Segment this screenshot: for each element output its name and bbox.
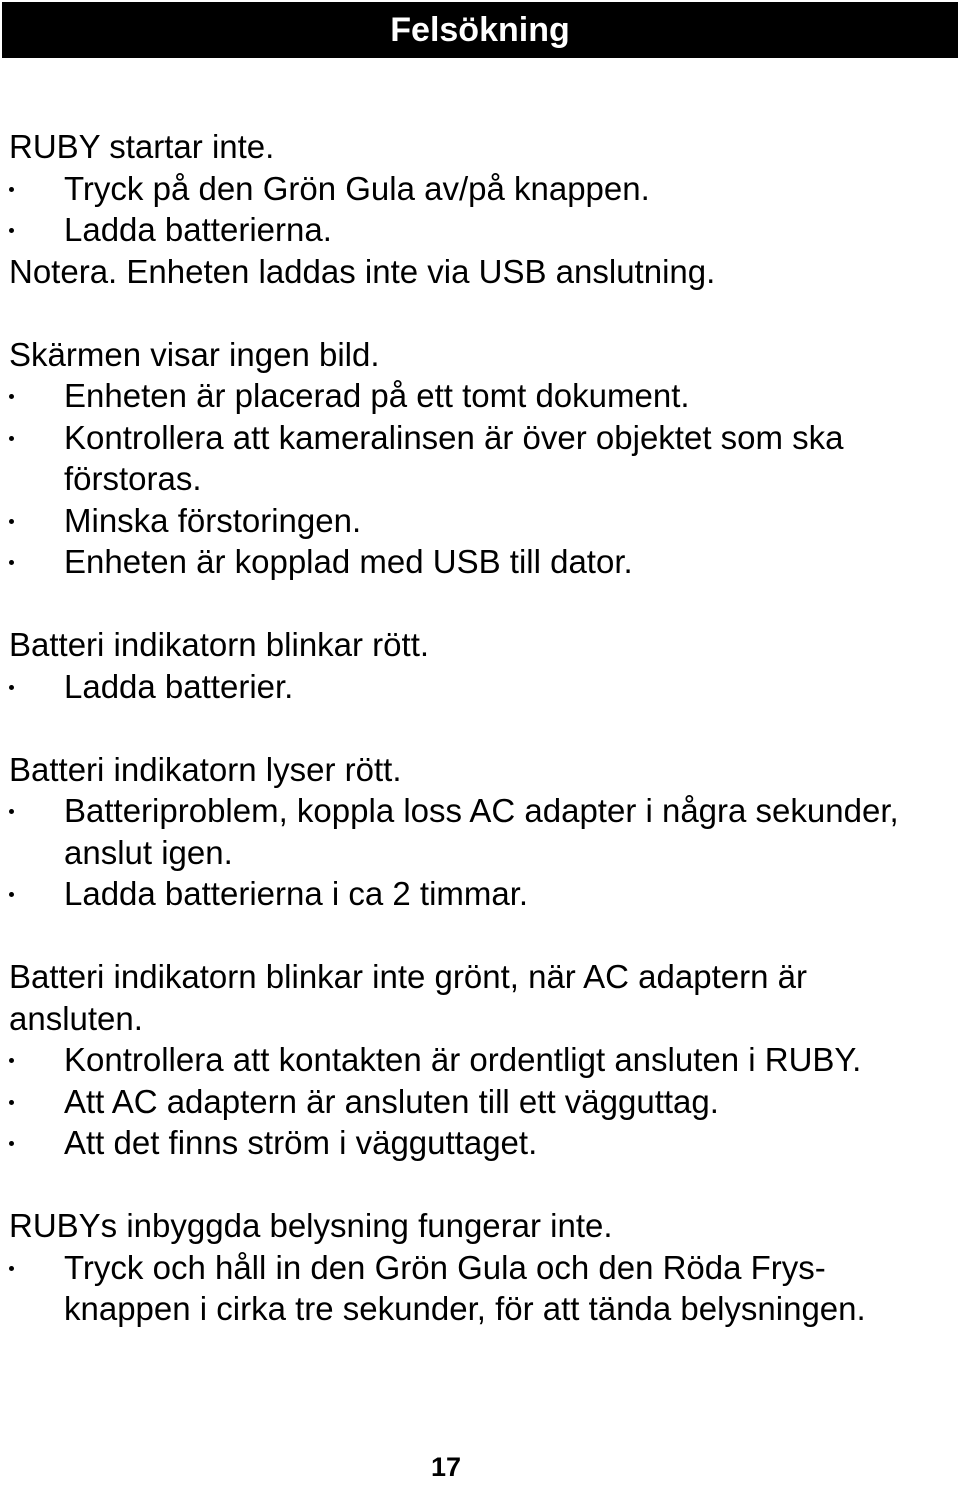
- bullet-icon: [9, 228, 14, 233]
- bullet-list: [9, 1247, 939, 1330]
- bullet-list: [9, 790, 939, 915]
- list-item-text: Enheten är kopplad med USB till dator.: [64, 543, 633, 580]
- list-item: [9, 1039, 939, 1081]
- bullet-icon: [9, 809, 14, 814]
- list-item: [9, 1081, 939, 1123]
- list-item-text: Ladda batterierna i ca 2 timmar.: [64, 875, 529, 912]
- section-heading: RUBY startar inte.: [9, 128, 275, 165]
- section-no-image: [9, 334, 939, 583]
- list-item-text: Att AC adaptern är ansluten till ett vägguttag.: [64, 1082, 719, 1120]
- bullet-icon: [9, 519, 14, 524]
- page-number: 17: [430, 1452, 462, 1482]
- bullet-icon: [9, 685, 14, 690]
- bullet-icon: [9, 436, 14, 441]
- section-heading: Batteri indikatorn blinkar rött.: [9, 626, 430, 663]
- section-lighting-not-working: [9, 1205, 939, 1330]
- section-heading: Batteri indikatorn blinkar inte grönt, när AC adaptern är ansluten.: [9, 958, 807, 1037]
- troubleshooting-content: [9, 126, 939, 1371]
- list-item: [9, 168, 939, 210]
- list-item-text: Kontrollera att kameralinsen är över objektet som ska förstoras.: [64, 418, 844, 497]
- bullet-list: [9, 375, 939, 583]
- section-ruby-wont-start: [9, 126, 939, 292]
- page-title: Felsökning: [390, 11, 570, 49]
- list-item-text: Kontrollera att kontakten är ordentligt ansluten i RUBY.: [64, 1041, 862, 1078]
- list-item-text: Ladda batterier.: [64, 667, 294, 705]
- list-item: [9, 1122, 939, 1164]
- list-item: [9, 209, 939, 251]
- header-bar: [2, 2, 958, 58]
- note-text: Notera. Enheten laddas inte via USB anslutning.: [9, 252, 716, 290]
- bullet-icon: [9, 1141, 14, 1146]
- list-item-text: Tryck på den Grön Gula av/på knappen.: [64, 169, 650, 207]
- list-item-text: Att det finns ström i vägguttaget.: [64, 1124, 538, 1161]
- list-item: [9, 375, 939, 417]
- list-item-text: Batteriproblem, koppla loss AC adapter i några sekunder, anslut igen.: [64, 792, 899, 871]
- list-item-text: Tryck och håll in den Grön Gula och den Röda Frys-knappen i cirka tre sekunder, för att tända belysningen.: [64, 1248, 866, 1327]
- list-item: [9, 417, 939, 500]
- bullet-icon: [9, 892, 14, 897]
- list-item-text: Ladda batterierna.: [64, 211, 332, 248]
- section-heading: Batteri indikatorn lyser rött.: [9, 750, 402, 788]
- bullet-icon: [9, 394, 14, 399]
- list-item: [9, 873, 939, 915]
- bullet-list: [9, 168, 939, 251]
- bullet-icon: [9, 560, 14, 565]
- bullet-icon: [9, 187, 14, 192]
- list-item: [9, 541, 939, 583]
- list-item: [9, 500, 939, 542]
- section-battery-not-green: [9, 956, 939, 1164]
- bullet-icon: [9, 1266, 14, 1271]
- section-heading: Skärmen visar ingen bild.: [9, 335, 380, 373]
- bullet-icon: [9, 1058, 14, 1063]
- bullet-list: [9, 1039, 939, 1164]
- list-item: [9, 666, 939, 708]
- list-item-text: Minska förstoringen.: [64, 501, 362, 539]
- section-battery-lit-red: [9, 749, 939, 915]
- list-item-text: Enheten är placerad på ett tomt dokument.: [64, 377, 690, 414]
- list-item: [9, 790, 939, 873]
- section-battery-blinks-red: [9, 624, 939, 707]
- bullet-list: [9, 666, 939, 708]
- bullet-icon: [9, 1100, 14, 1105]
- list-item: [9, 1247, 939, 1330]
- section-heading: RUBYs inbyggda belysning fungerar inte.: [9, 1207, 613, 1244]
